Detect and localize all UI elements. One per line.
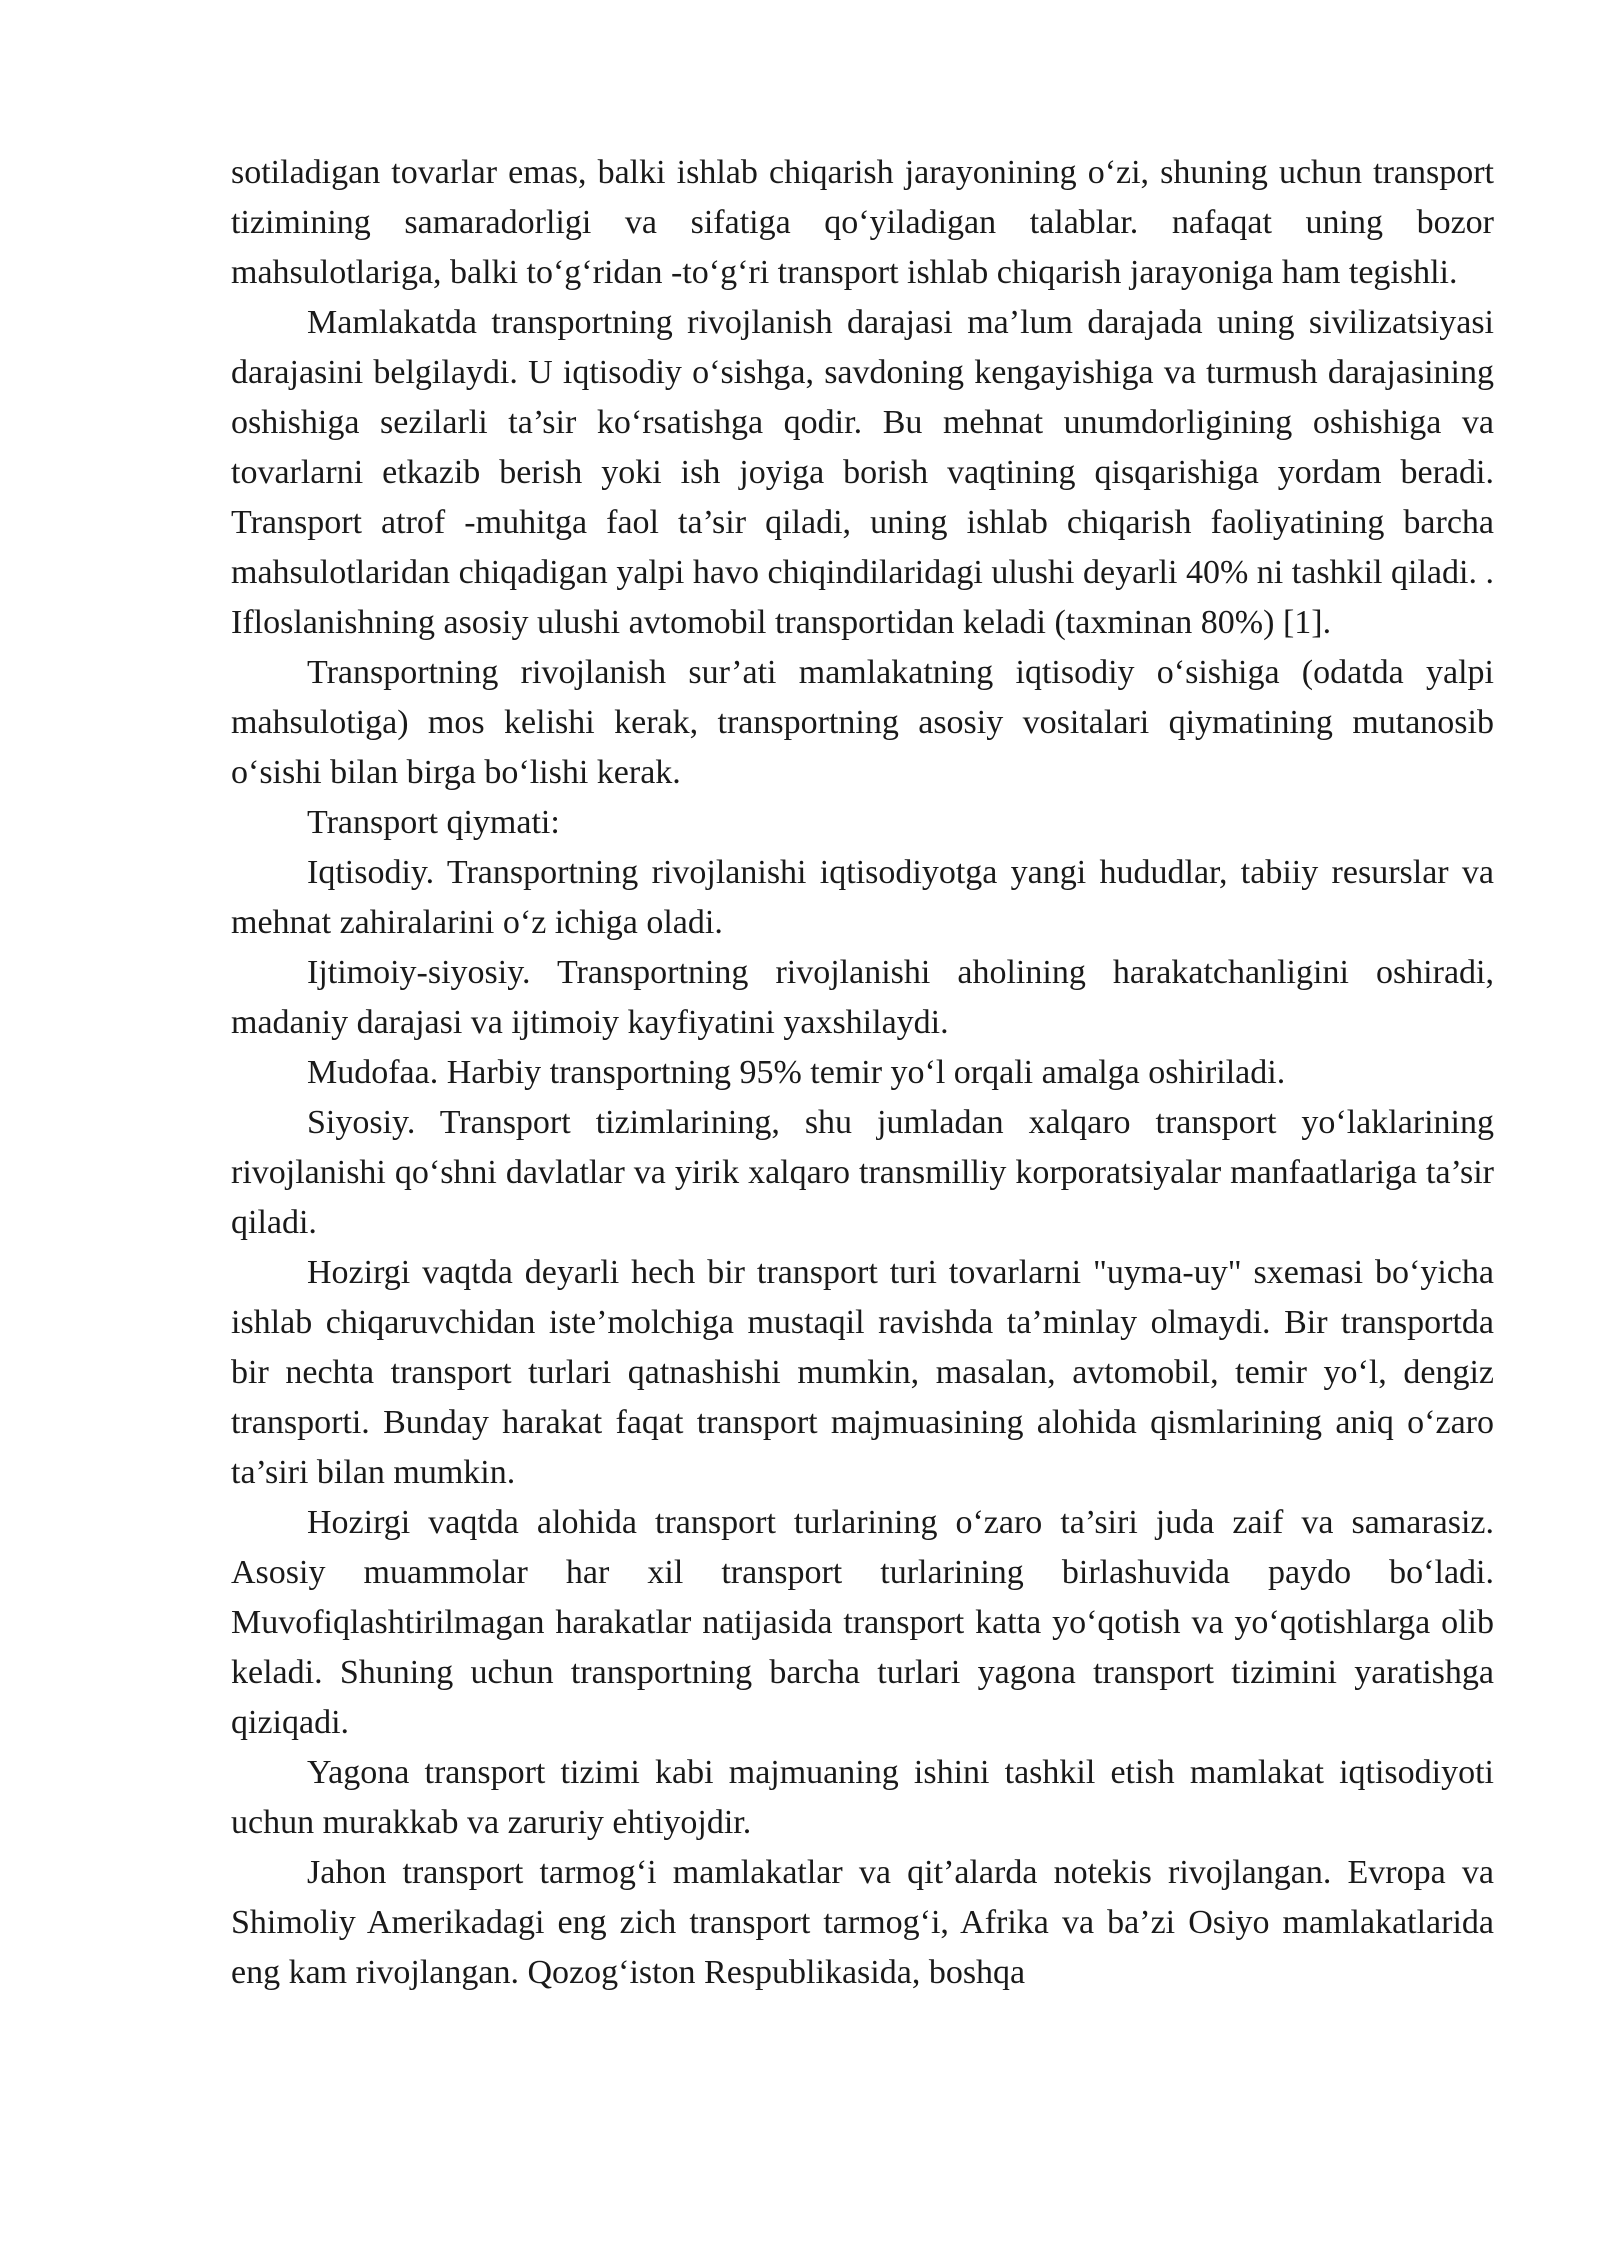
paragraph-political: Siyosiy. Transport tizimlarining, shu jumladan xalqaro transport yo‘laklarining rivojlanishi qo‘shni davlatlar va yirik xalqaro transmilliy korporatsiyalar manfaatlariga ta’sir qiladi. xyxy=(231,1104,1494,1241)
paragraph-world-network: Jahon transport tarmog‘i mamlakatlar va qit’alarda notekis rivojlangan. Evropa va Shimoliy Amerikadagi eng zich transport tarmog‘i, Afrika va ba’zi Osiyo mamlakatlarida eng kam rivojlangan. Qozog‘iston Respublikasida, boshqa xyxy=(231,1854,1494,1991)
document-page xyxy=(231,148,1494,1998)
paragraph-defense: Mudofaa. Harbiy transportning 95% temir yo‘l orqali amalga oshiriladi. xyxy=(307,1054,1286,1091)
paragraph-unified-system: Yagona transport tizimi kabi majmuaning ishini tashkil etish mamlakat iqtisodiyoti uchun murakkab va zaruriy ehtiyojdir. xyxy=(231,1754,1494,1841)
paragraph-interaction: Hozirgi vaqtda alohida transport turlarining o‘zaro ta’siri juda zaif va samarasiz. Asosiy muammolar har xil transport turlarining birlashuvida paydo bo‘ladi. Muvofiqlashtirilmagan harakatlar natijasida transport katta yo‘qotish va yo‘qotishlarga olib keladi. Shuning uchun transportning barcha turlari yagona transport tizimini yaratishga qiziqadi. xyxy=(231,1504,1494,1741)
paragraph-economic: Iqtisodiy. Transportning rivojlanishi iqtisodiyotga yangi hududlar, tabiiy resurslar va mehnat zahiralarini o‘z ichiga oladi. xyxy=(231,854,1494,941)
paragraph-transport-value-heading: Transport qiymati: xyxy=(307,804,560,841)
paragraph-continuation: sotiladigan tovarlar emas, balki ishlab chiqarish jarayonining o‘zi, shuning uchun transport tizimining samaradorligi va sifatiga qo‘yiladigan talablar. nafaqat uning bozor mahsulotlariga, balki to‘g‘ridan -to‘g‘ri transport ishlab chiqarish jarayoniga ham tegishli. xyxy=(231,154,1494,291)
paragraph-development-rate: Transportning rivojlanish sur’ati mamlakatning iqtisodiy o‘sishiga (odatda yalpi mahsulotiga) mos kelishi kerak, transportning asosiy vositalari qiymatining mutanosib o‘sishi bilan birga bo‘lishi kerak. xyxy=(231,654,1494,791)
paragraph-door-to-door: Hozirgi vaqtda deyarli hech bir transport turi tovarlarni "uyma-uy" sxemasi bo‘yicha ishlab chiqaruvchidan iste’molchiga mustaqil ravishda ta’minlay olmaydi. Bir transportda bir nechta transport turlari qatnashishi mumkin, masalan, avtomobil, temir yo‘l, dengiz transporti. Bunday harakat faqat transport majmuasining alohida qismlarining aniq o‘zaro ta’siri bilan mumkin. xyxy=(231,1254,1494,1491)
paragraph-socio-political: Ijtimoiy-siyosiy. Transportning rivojlanishi aholining harakatchanligini oshiradi, madaniy darajasi va ijtimoiy kayfiyatini yaxshilaydi. xyxy=(231,954,1494,1041)
paragraph-transport-development-level: Mamlakatda transportning rivojlanish darajasi ma’lum darajada uning sivilizatsiyasi darajasini belgilaydi. U iqtisodiy o‘sishga, savdoning kengayishiga va turmush darajasining oshishiga sezilarli ta’sir ko‘rsatishga qodir. Bu mehnat unumdorligining oshishiga va tovarlarni etkazib berish yoki ish joyiga borish vaqtining qisqarishiga yordam beradi. Transport atrof -muhitga faol ta’sir qiladi, uning ishlab chiqarish faoliyatining barcha mahsulotlaridan chiqadigan yalpi havo chiqindilaridagi ulushi deyarli 40% ni tashkil qiladi. . Ifloslanishning asosiy ulushi avtomobil transportidan keladi (taxminan 80%) [1]. xyxy=(231,304,1494,641)
